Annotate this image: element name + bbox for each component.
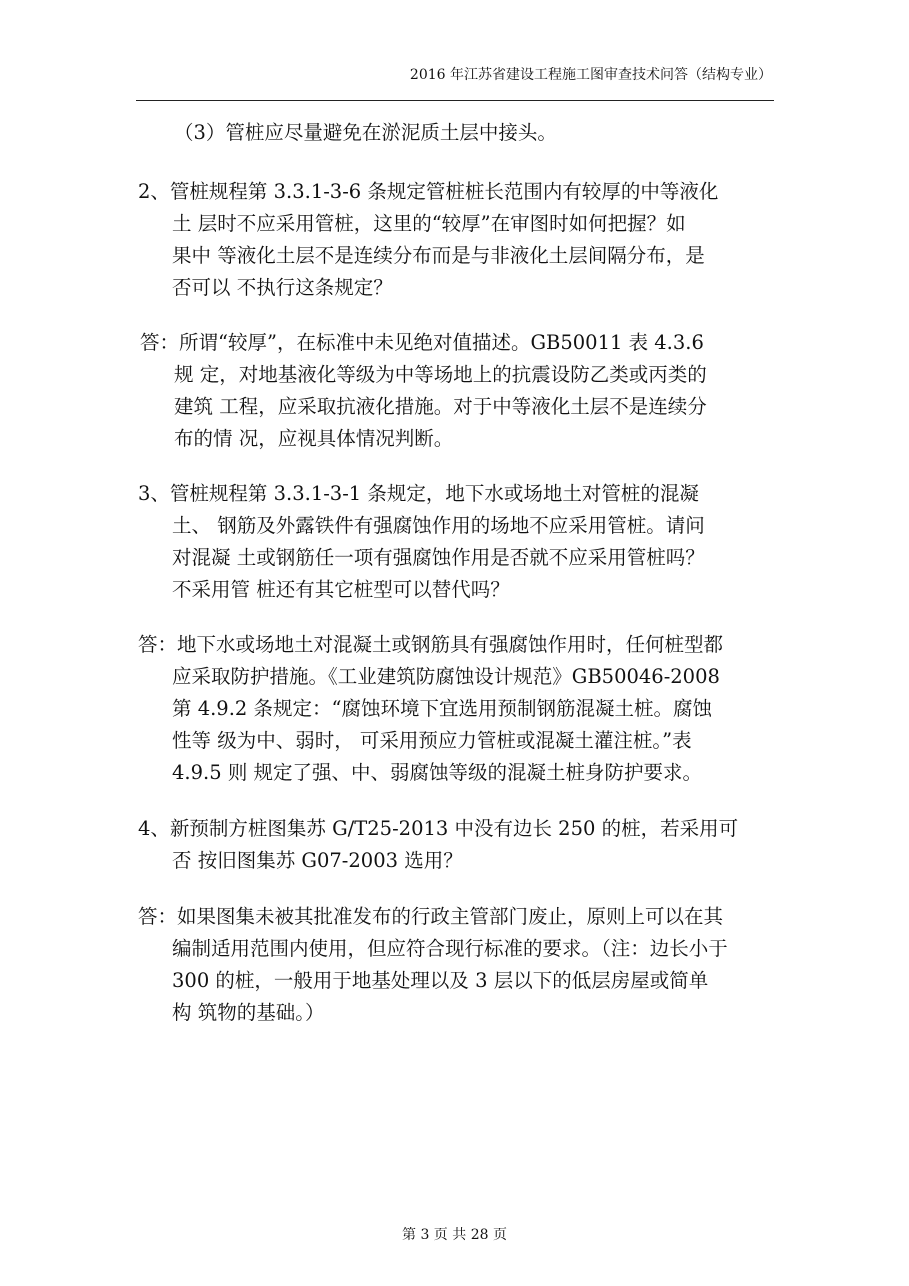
page-header (136, 62, 774, 101)
answer-line: 答：所谓“较厚”，在标准中未见绝对值描述。GB50011 表 4.3.6 (140, 331, 704, 354)
question-line: 土 层时不应采用管桩，这里的“较厚”在审图时如何把握？如 (172, 212, 686, 235)
answer-line: 建筑 工程，应采取抗液化措施。对于中等液化土层不是连续分 (174, 395, 707, 418)
question-line: 不采用管 桩还有其它桩型可以替代吗？ (172, 578, 510, 601)
answer-line: 300 的桩，一般用于地基处理以及 3 层以下的低层房屋或简单 (172, 969, 709, 992)
question-line: 3、管桩规程第 3.3.1-3-1 条规定，地下水或场地土对管桩的混凝 (138, 482, 699, 505)
question-line: 对混凝 土或钢筋任一项有强腐蚀作用是否就不应采用管桩吗？ (172, 546, 705, 569)
question-line: 果中 等液化土层不是连续分布而是与非液化土层间隔分布，是 (172, 244, 705, 267)
header-title: 2016 年江苏省建设工程施工图审查技术问答（结构专业） (409, 67, 772, 83)
page-number: 第 3 页 共 28 页 (402, 1227, 507, 1243)
answer-line: 答：地下水或场地土对混凝土或钢筋具有强腐蚀作用时，任何桩型都 (138, 633, 724, 656)
paragraph-line: （3）管桩应尽量避免在淤泥质土层中接头。 (174, 121, 557, 144)
answer-line: 答：如果图集未被其批准发布的行政主管部门废止，原则上可以在其 (138, 905, 724, 928)
answer-line: 构 筑物的基础。） (172, 1001, 325, 1024)
question-line: 4、新预制方桩图集苏 G/T25-2013 中没有边长 250 的桩，若采用可 (138, 817, 739, 840)
question-line: 2、管桩规程第 3.3.1-3-6 条规定管桩桩长范围内有较厚的中等液化 (138, 180, 719, 203)
answer-line: 编制适用范围内使用，但应符合现行标准的要求。（注：边长小于 (172, 937, 728, 960)
question-line: 土、 钢筋及外露铁件有强腐蚀作用的场地不应采用管桩。请问 (172, 514, 705, 537)
question-line: 否 按旧图集苏 G07-2003 选用？ (172, 849, 463, 872)
answer-line: 应采取防护措施。《工业建筑防腐蚀设计规范》GB50046-2008 (172, 665, 720, 688)
answer-line: 性等 级为中、弱时， 可采用预应力管桩或混凝土灌注桩。”表 (172, 729, 692, 752)
question-line: 否可以 不执行这条规定？ (172, 276, 393, 299)
answer-line: 布的情 况，应视具体情况判断。 (174, 427, 454, 450)
answer-line: 第 4.9.2 条规定：“腐蚀环境下宜选用预制钢筋混凝土桩。腐蚀 (172, 697, 712, 720)
answer-line: 4.9.5 则 规定了强、中、弱腐蚀等级的混凝土桩身防护要求。 (172, 761, 703, 784)
answer-line: 规 定，对地基液化等级为中等场地上的抗震设防乙类或丙类的 (174, 363, 707, 386)
